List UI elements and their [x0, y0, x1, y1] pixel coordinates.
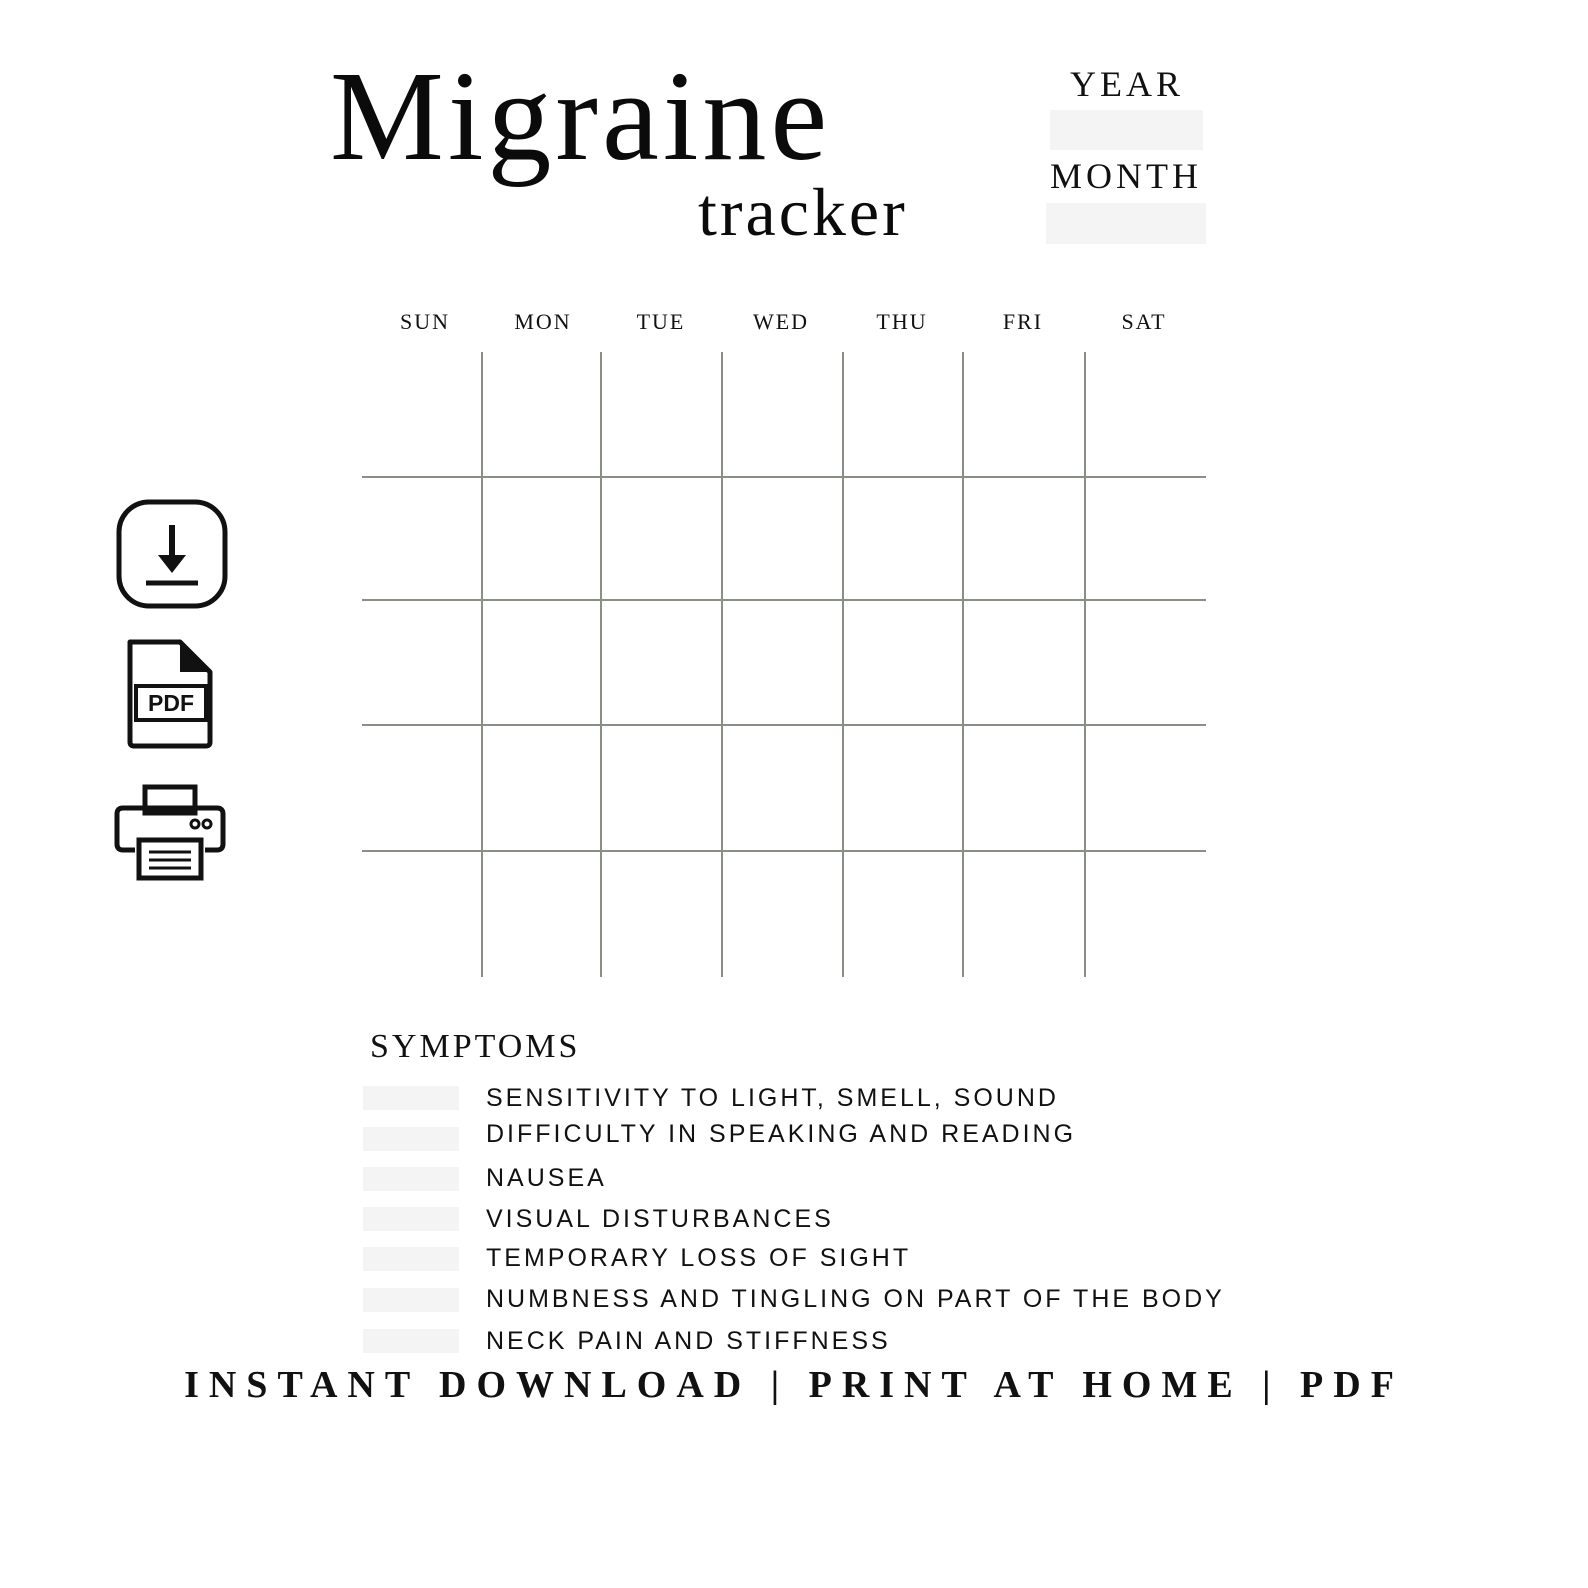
day-header-tue: TUE — [636, 309, 686, 334]
pdf-file-icon — [124, 638, 216, 750]
grid-hline — [362, 476, 1206, 478]
symptom-label: SENSITIVITY TO LIGHT, SMELL, SOUND — [486, 1084, 1059, 1112]
printer-icon — [113, 784, 227, 882]
day-header-mon: MON — [514, 309, 572, 334]
grid-vline — [842, 352, 844, 977]
grid-vline — [600, 352, 602, 977]
day-header-fri: FRI — [1002, 309, 1044, 334]
grid-vline — [1084, 352, 1086, 977]
day-header-thu: THU — [876, 309, 928, 334]
symptom-label: DIFFICULTY IN SPEAKING AND READING — [486, 1120, 1077, 1148]
grid-vline — [721, 352, 723, 977]
symptom-checkbox[interactable] — [363, 1329, 459, 1353]
month-field[interactable] — [1046, 203, 1206, 244]
footer-tagline: INSTANT DOWNLOAD | PRINT AT HOME | PDF — [184, 1364, 1404, 1406]
symptom-checkbox[interactable] — [363, 1247, 459, 1271]
grid-vline — [962, 352, 964, 977]
grid-vline — [481, 352, 483, 977]
day-header-sun: SUN — [399, 309, 450, 334]
page-title: Migraine — [330, 45, 832, 187]
grid-hline — [362, 599, 1206, 601]
symptom-checkbox[interactable] — [363, 1207, 459, 1231]
year-field[interactable] — [1050, 110, 1203, 150]
symptom-label: VISUAL DISTURBANCES — [486, 1205, 834, 1233]
month-label: MONTH — [1050, 156, 1202, 196]
download-icon — [116, 499, 228, 609]
symptom-label: NUMBNESS AND TINGLING ON PART OF THE BODY — [486, 1285, 1225, 1313]
symptom-label: NECK PAIN AND STIFFNESS — [486, 1327, 891, 1355]
grid-hline — [362, 724, 1206, 726]
symptom-checkbox[interactable] — [363, 1288, 459, 1312]
symptom-checkbox[interactable] — [363, 1127, 459, 1151]
symptom-checkbox[interactable] — [363, 1086, 459, 1110]
year-label: YEAR — [1070, 64, 1184, 104]
symptom-checkbox[interactable] — [363, 1167, 459, 1191]
page-subtitle: tracker — [698, 174, 908, 250]
pdf-icon-label: PDF — [148, 690, 194, 716]
grid-hline — [362, 850, 1206, 852]
calendar-grid[interactable] — [362, 352, 1206, 977]
symptom-label: TEMPORARY LOSS OF SIGHT — [486, 1244, 912, 1272]
symptoms-heading: SYMPTOMS — [370, 1028, 581, 1065]
day-header-sat: SAT — [1121, 309, 1167, 334]
day-header-wed: WED — [752, 309, 810, 334]
symptom-label: NAUSEA — [486, 1164, 607, 1192]
